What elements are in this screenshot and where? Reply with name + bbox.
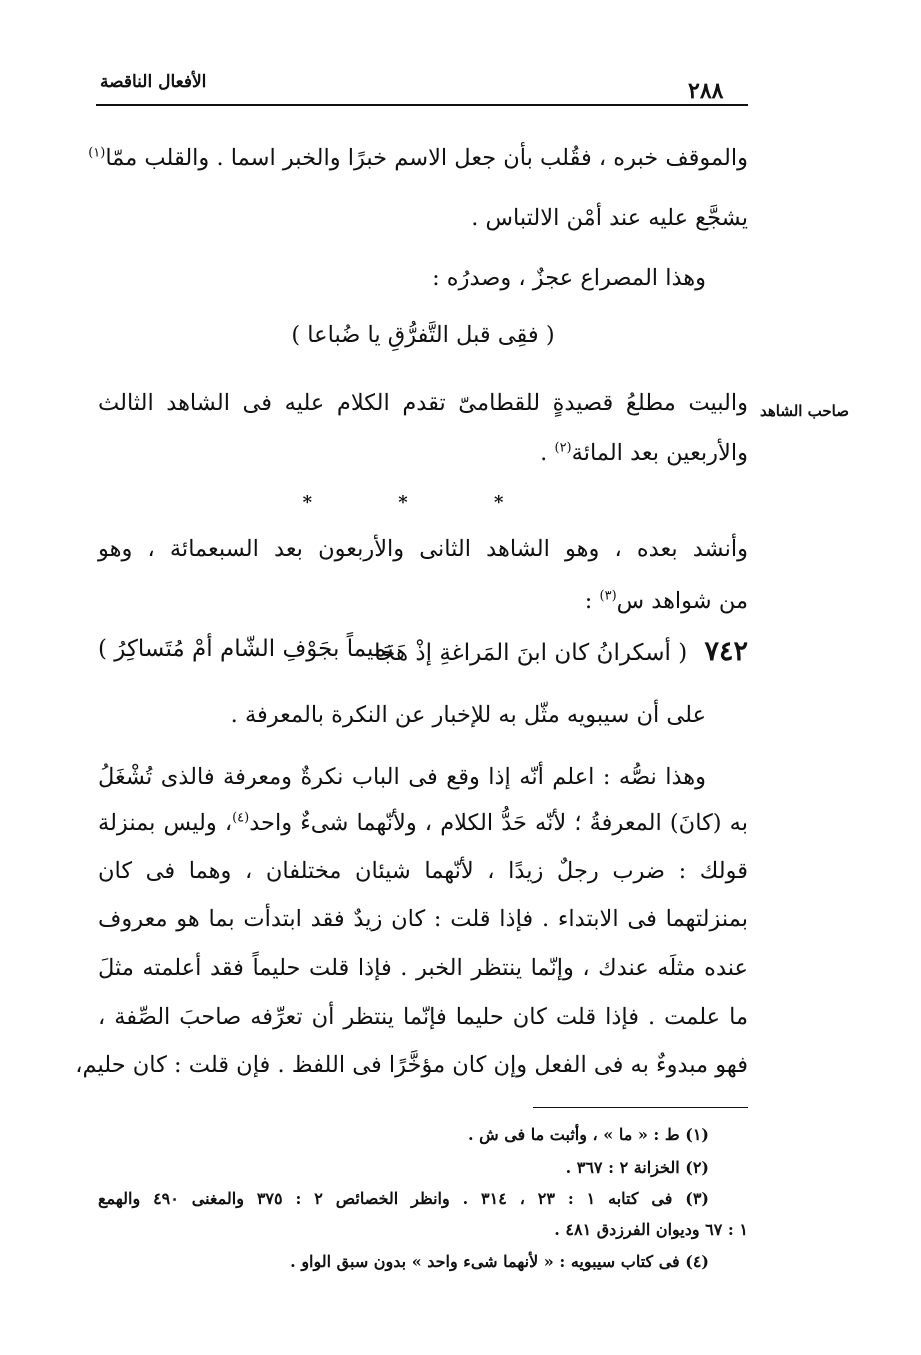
text-line: فهو مبدوءٌ به فى الفعل وإن كان مؤخَّرًا فى اللفظ . فإن قلت : كان حليم، [75,1052,748,1078]
margin-note: صاحب الشاهد [759,402,849,420]
footnote-ref[interactable]: (٢) [554,440,572,456]
text-line: وهذا المصراع عجزٌ ، وصدرُه : [432,265,706,291]
text-line: والموقف خبره ، فقُلب بأن جعل الاسم خبرًا والخبر اسما . والقلب ممّا$^{(١)}$ [88,145,748,171]
text-line: على أن سيبويه مثّل به للإخبار عن النكرة بالمعرفة . [230,702,706,728]
footnote-ref[interactable]: (١) [88,145,106,161]
page-number: ٢٨٨ [688,78,724,104]
text-line: والبيت مطلعُ قصيدةٍ للقطامىّ تقدم الكلام عليه فى الشاهد الثالث [98,390,748,416]
footnote-4: (٤) فى كتاب سيبويه : « لأنهما شىء واحد » بدون سبق الواو . [290,1252,709,1271]
footnote-3-cont: ١ : ٦٧ وديوان الفرزدق ٤٨١ . [554,1220,748,1239]
footnote-3: (٣) فى كتابه ١ : ٢٣ ، ٣١٤ . وانظر الخصائص ٢ : ٣٧٥ والمغنى ٤٩٠ والهمع [98,1189,709,1208]
text-line: وأنشد بعده ، وهو الشاهد الثانى والأربعون بعد السبعمائة ، وهو [98,536,748,562]
text-line: يشجَّع عليه عند أمْن الالتباس . [471,205,748,231]
verse-second-hemistich: تميماً بجَوْفِ الشّام أمْ مُتَساكِرُ ) [98,636,394,662]
verse-first-hemistich: ( أسكرانُ كان ابنَ المَراغةِ إذْ هَجَا [374,640,688,666]
text-line: به (كانَ) المعرفةُ ؛ لأنّه حَدُّ الكلام ، ولأنّهما شىءٌ واحد$^{(٤)}$، وليس بمنزلة [98,810,748,836]
text-line: بمنزلتهما فى الابتداء . فإذا قلت : كان زيدٌ فقد ابتدأت بما هو معروف [98,906,748,932]
verse-742 [98,636,748,667]
footnote-ref[interactable]: (٣) [599,588,617,604]
header-rule [96,104,748,106]
text-line: ما علمت . فإذا قلت كان حليما فإنّما ينتظر أن تعرِّفه صاحبَ الصِّفة ، [98,1004,748,1030]
text-line: من شواهد س$^{(٣)}$ : [584,588,748,614]
quoted-hemistich: ( فقِى قبل التَّفرُّقِ يا ضُباعا ) [291,322,555,348]
section-separator: * * * [302,492,544,513]
footnote-1: (١) ط : « ما » ، وأثبت ما فى ش . [467,1125,709,1144]
text-line: والأربعين بعد المائة$^{(٢)}$ . [540,440,748,466]
text-line: عنده مثلَه عندك ، وإنّما ينتظر الخبر . فإذا قلت حليماً فقد أعلمته مثلَ [98,955,748,981]
footnote-2: (٢) الخزانة ٢ : ٣٦٧ . [565,1158,709,1177]
text-line: قولك : ضرب رجلٌ زيدًا ، لأنّهما شيئان مختلفان ، وهما فى كان [98,858,748,884]
text-line: وهذا نصُّه : اعلم أنّه إذا وقع فى الباب نكرةٌ ومعرفة فالذى تُشْغَلُ [98,764,706,790]
running-title: الأفعال الناقصة [100,72,207,92]
footnote-rule [533,1107,748,1108]
footnote-ref[interactable]: (٤) [232,810,250,826]
verse-number: ٧٤٢ [704,636,748,667]
